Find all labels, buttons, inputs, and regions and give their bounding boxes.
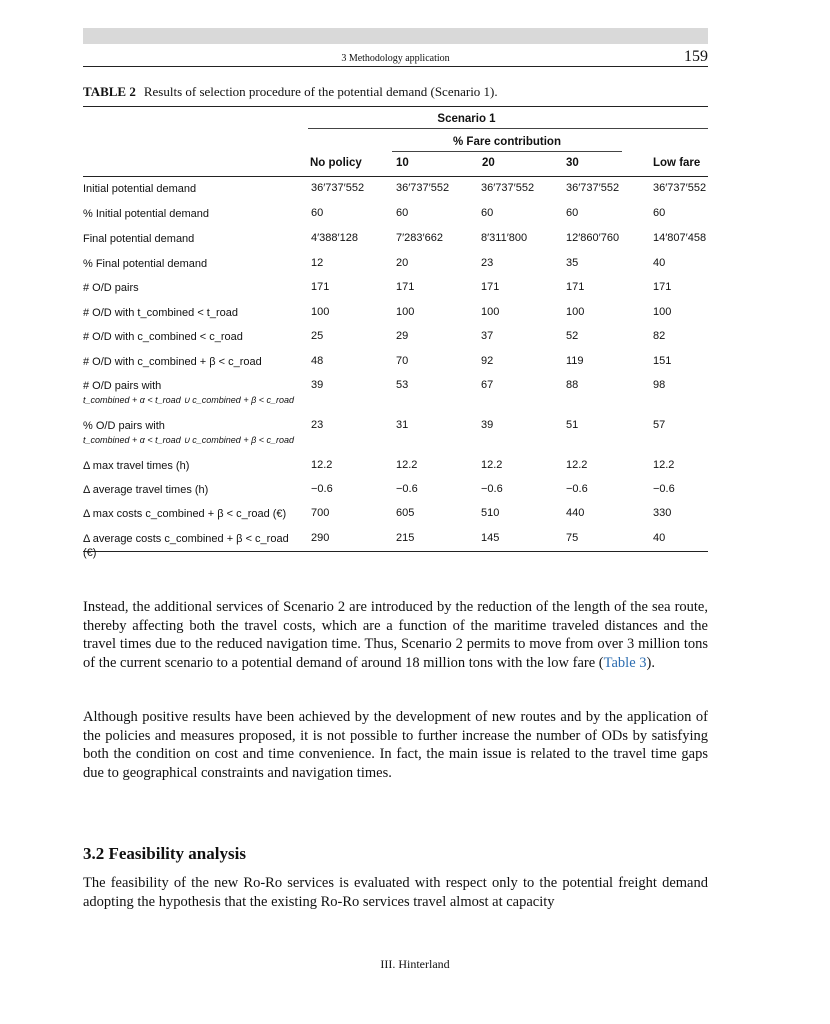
table-cell: 36′737′552 (311, 182, 365, 194)
col-header-10: 10 (396, 157, 409, 169)
paragraph-1 (83, 598, 708, 672)
row-label-text: % Final potential demand (83, 258, 208, 270)
row-label-text: % Initial potential demand (83, 208, 209, 220)
row-label (83, 459, 298, 473)
table-cell: 39 (481, 419, 494, 431)
row-label (83, 182, 298, 196)
col-header-low-fare: Low fare (653, 157, 701, 169)
row-label-text: # O/D pairs (83, 282, 139, 294)
table-cell: 100 (396, 306, 415, 318)
table-cell: 70 (396, 355, 409, 367)
table-cell: 57 (653, 419, 666, 431)
table-cell: 290 (311, 532, 330, 544)
table-cell: 29 (396, 330, 409, 342)
row-label-text: Final potential demand (83, 233, 195, 245)
col-header-30: 30 (566, 157, 579, 169)
row-label-text: # O/D with t_combined < t_road (83, 307, 238, 319)
table-caption-text: Results of selection procedure of the potential demand (Scenario 1). (143, 84, 498, 99)
table-cell: −0.6 (566, 483, 588, 495)
table-cell: 82 (653, 330, 666, 342)
fare-contribution-rule (392, 151, 622, 152)
row-label-text: Δ average costs c_combined + β < c_road (€) (83, 533, 289, 559)
table-cell: 215 (396, 532, 415, 544)
table-cell: 98 (653, 379, 666, 391)
table-cell: 605 (396, 507, 415, 519)
running-title: 3 Methodology application (341, 53, 450, 64)
table-cell: 37 (481, 330, 494, 342)
col-header-20: 20 (482, 157, 495, 169)
fare-contribution-header: % Fare contribution (453, 136, 561, 148)
paragraph-1-end: ). (646, 654, 655, 671)
table-cell: 171 (311, 281, 330, 293)
row-label-text: % O/D pairs with (83, 420, 165, 432)
table-cell: 12.2 (311, 459, 333, 471)
row-label-text: # O/D with c_combined + β < c_road (83, 356, 262, 368)
table-cell: 23 (311, 419, 324, 431)
table-cell: 60 (481, 207, 494, 219)
table-cell: 51 (566, 419, 579, 431)
table-top-rule (83, 106, 708, 107)
row-label (83, 306, 298, 320)
table-cell: 36′737′552 (396, 182, 450, 194)
scenario-header: Scenario 1 (437, 113, 496, 125)
table-cell: 171 (653, 281, 672, 293)
row-label-text: Δ average travel times (h) (83, 484, 209, 496)
table-cell: 40 (653, 257, 666, 269)
table-cell: 12′860′760 (566, 232, 620, 244)
table-header-rule (83, 176, 708, 177)
row-label-condition: t_combined + α < t_road ∪ c_combined + β < c_road (83, 395, 294, 405)
table-cell: 60 (396, 207, 409, 219)
table-cell: 35 (566, 257, 579, 269)
table-cell: 12.2 (566, 459, 588, 471)
paragraph-1-text: Instead, the additional services of Scenario 2 are introduced by the reduction of the length of the sea route, thereby affecting both the travel costs, which are a function of the maritime traveled distances and the travel times due to the reduced navigation time. Thus, Scenario 2 permits to move from over 3 million tons of the current scenario to a potential demand of around 18 million tons with the low fare ( (83, 599, 708, 671)
table-cell: 145 (481, 532, 500, 544)
table-cell: 171 (566, 281, 585, 293)
table-bottom-rule (83, 551, 708, 552)
table-cell: 171 (396, 281, 415, 293)
page-number: 159 (684, 48, 708, 65)
table-cell: 12.2 (653, 459, 675, 471)
table-cell: 100 (481, 306, 500, 318)
table-cell: 52 (566, 330, 579, 342)
row-label (83, 232, 298, 246)
table-cell: −0.6 (481, 483, 503, 495)
row-label (83, 330, 298, 344)
table-cell: 14′807′458 (653, 232, 707, 244)
row-label (83, 483, 298, 497)
table-cell: 330 (653, 507, 672, 519)
table-cell: 36′737′552 (566, 182, 620, 194)
row-label (83, 507, 298, 521)
table-cell: 40 (653, 532, 666, 544)
table-3-link[interactable]: Table 3 (603, 654, 647, 671)
row-label-text: Δ max travel times (h) (83, 460, 190, 472)
table-cell: 100 (311, 306, 330, 318)
table-cell: 12.2 (396, 459, 418, 471)
row-label (83, 355, 298, 369)
table-cell: 48 (311, 355, 324, 367)
table-cell: 92 (481, 355, 494, 367)
table-cell: 700 (311, 507, 330, 519)
table-cell: 4′388′128 (311, 232, 358, 244)
table-cell: 510 (481, 507, 500, 519)
row-label (83, 207, 298, 221)
table-cell: 36′737′552 (653, 182, 707, 194)
paragraph-3: The feasibility of the new Ro-Ro services is evaluated with respect only to the potential freight demand adopting the hypothesis that the existing Ro-Ro services travel almost at capacity (83, 875, 708, 910)
table-cell: 119 (566, 355, 584, 367)
row-label-text: # O/D pairs with (83, 380, 162, 392)
row-label (83, 379, 298, 407)
table-cell: 39 (311, 379, 324, 391)
row-label-text: # O/D with c_combined < c_road (83, 331, 243, 343)
table-cell: 12.2 (481, 459, 503, 471)
table-cell: 36′737′552 (481, 182, 535, 194)
table-cell: 20 (396, 257, 409, 269)
row-label (83, 532, 298, 560)
table-cell: 12 (311, 257, 324, 269)
table-cell: 7′283′662 (396, 232, 443, 244)
running-header (83, 46, 708, 67)
table-cell: 60 (311, 207, 324, 219)
table-cell: 100 (653, 306, 672, 318)
page-footer: III. Hinterland (380, 957, 450, 971)
row-label-text: Initial potential demand (83, 183, 197, 195)
top-gray-bar (83, 28, 708, 44)
section-title: 3.2 Feasibility analysis (83, 844, 246, 863)
scenario-header-rule (308, 128, 708, 129)
table-caption (83, 84, 498, 100)
table-cell: 88 (566, 379, 579, 391)
table-cell: 23 (481, 257, 494, 269)
table-cell: 53 (396, 379, 409, 391)
table-cell: 75 (566, 532, 579, 544)
table-cell: 8′311′800 (481, 232, 528, 244)
table-cell: 60 (566, 207, 579, 219)
table-cell: −0.6 (396, 483, 418, 495)
table-cell: 171 (481, 281, 500, 293)
row-label (83, 281, 298, 295)
table-caption-label: TABLE 2 (83, 84, 136, 99)
table-cell: 31 (396, 419, 409, 431)
table-cell: −0.6 (653, 483, 675, 495)
row-label (83, 419, 298, 447)
row-label (83, 257, 298, 271)
row-label-text: Δ max costs c_combined + β < c_road (€) (83, 508, 287, 520)
table-cell: 151 (653, 355, 672, 367)
table-cell: 60 (653, 207, 666, 219)
table-cell: 67 (481, 379, 494, 391)
col-header-no-policy: No policy (310, 157, 362, 169)
row-label-condition: t_combined + α < t_road ∪ c_combined + β < c_road (83, 435, 294, 445)
paragraph-2: Although positive results have been achieved by the development of new routes and by the application of the policies and measures proposed, it is not possible to further increase the number of ODs by satisfying both the condition on cost and time convenience. In fact, the main issue is related to the travel time gaps due to geographical constraints and navigation times. (83, 709, 708, 781)
table-cell: 440 (566, 507, 585, 519)
table-cell: 25 (311, 330, 324, 342)
table-cell: −0.6 (311, 483, 333, 495)
table-cell: 100 (566, 306, 585, 318)
